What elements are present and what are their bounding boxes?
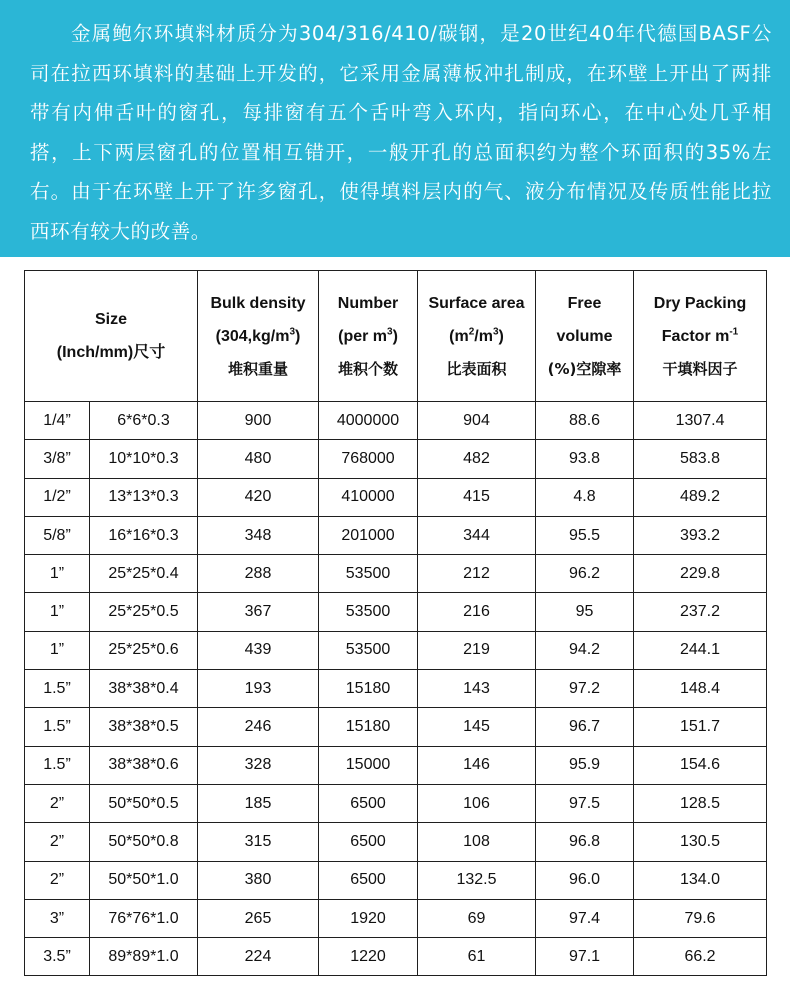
cell-mm: 50*50*1.0 — [90, 861, 198, 899]
table-row — [25, 938, 767, 976]
cell-dry: 148.4 — [634, 670, 767, 708]
cell-mm: 25*25*0.6 — [90, 631, 198, 669]
header-surface-close: ) — [498, 327, 504, 345]
table-row — [25, 670, 767, 708]
cell-dry: 151.7 — [634, 708, 767, 746]
header-size — [25, 271, 198, 402]
cell-inch: 3” — [25, 899, 90, 937]
cell-dry: 66.2 — [634, 938, 767, 976]
header-dry-line1: Dry Packing — [653, 294, 747, 312]
cell-mm: 13*13*0.3 — [90, 478, 198, 516]
cell-mm: 89*89*1.0 — [90, 938, 198, 976]
cell-free: 97.4 — [536, 899, 634, 937]
cell-surface: 216 — [418, 593, 536, 631]
header-dry-line3: 干填料因子 — [662, 359, 738, 378]
cell-dry: 1307.4 — [634, 402, 767, 440]
cell-mm: 25*25*0.5 — [90, 593, 198, 631]
header-surface-line3: 比表面积 — [446, 359, 507, 378]
cell-dry: 583.8 — [634, 440, 767, 478]
cell-bulk: 348 — [198, 516, 319, 554]
header-bulk-line2 — [198, 320, 318, 353]
cell-free: 96.8 — [536, 823, 634, 861]
cell-bulk: 900 — [198, 402, 319, 440]
cell-surface: 212 — [418, 555, 536, 593]
cell-bulk: 193 — [198, 670, 319, 708]
cell-free: 96.2 — [536, 555, 634, 593]
cell-inch: 3.5” — [25, 938, 90, 976]
cell-number: 6500 — [319, 823, 418, 861]
cell-bulk: 367 — [198, 593, 319, 631]
cell-bulk: 224 — [198, 938, 319, 976]
cell-bulk: 420 — [198, 478, 319, 516]
cell-surface: 415 — [418, 478, 536, 516]
header-free-volume — [536, 271, 634, 402]
cell-bulk: 185 — [198, 784, 319, 822]
cell-surface: 219 — [418, 631, 536, 669]
header-row — [25, 271, 767, 402]
header-number-sup: 3 — [387, 326, 393, 338]
cell-mm: 16*16*0.3 — [90, 516, 198, 554]
table-row — [25, 708, 767, 746]
cell-bulk: 480 — [198, 440, 319, 478]
cell-mm: 6*6*0.3 — [90, 402, 198, 440]
cell-free: 97.2 — [536, 670, 634, 708]
cell-free: 88.6 — [536, 402, 634, 440]
cell-surface: 145 — [418, 708, 536, 746]
cell-surface: 143 — [418, 670, 536, 708]
cell-free: 4.8 — [536, 478, 634, 516]
cell-inch: 1.5” — [25, 708, 90, 746]
cell-surface: 132.5 — [418, 861, 536, 899]
cell-mm: 50*50*0.5 — [90, 784, 198, 822]
cell-bulk: 265 — [198, 899, 319, 937]
header-dry-sup: -1 — [729, 326, 739, 338]
header-surface-sup2: 3 — [492, 326, 499, 338]
cell-dry: 154.6 — [634, 746, 767, 784]
header-free-line1: Free — [567, 294, 602, 312]
cell-mm: 38*38*0.6 — [90, 746, 198, 784]
table-row — [25, 440, 767, 478]
cell-inch: 1” — [25, 555, 90, 593]
cell-surface: 904 — [418, 402, 536, 440]
cell-free: 95.9 — [536, 746, 634, 784]
cell-bulk: 328 — [198, 746, 319, 784]
cell-inch: 2” — [25, 823, 90, 861]
cell-bulk: 380 — [198, 861, 319, 899]
cell-free: 95 — [536, 593, 634, 631]
header-free-line2: volume — [556, 327, 613, 345]
cell-number: 15000 — [319, 746, 418, 784]
cell-inch: 1/4” — [25, 402, 90, 440]
table-row — [25, 555, 767, 593]
table-row — [25, 593, 767, 631]
header-size-line2: (Inch/mm)尺寸 — [56, 344, 166, 361]
cell-inch: 1.5” — [25, 746, 90, 784]
cell-free: 96.0 — [536, 861, 634, 899]
cell-surface: 106 — [418, 784, 536, 822]
header-surface-unit-a: (m — [449, 327, 469, 345]
cell-surface: 344 — [418, 516, 536, 554]
cell-free: 97.5 — [536, 784, 634, 822]
cell-dry: 134.0 — [634, 861, 767, 899]
intro-paragraph: 金属鲍尔环填料材质分为304/316/410/碳钢，是20世纪40年代德国BASF公司在拉西环填料的基础上开发的，它采用金属薄板冲扎制成，在环壁上开出了两排带有内伸舌叶的窗孔，每排窗有五个舌叶弯入环内，指向环心，在中心处几乎相搭，上下两层窗孔的位置相互错开，一般开孔的总面积约为整个环面积的35%左右。由于在环壁上开了许多窗孔，使得填料层内的气、液分布情况及传质性能比拉西环有较大的改善。 — [30, 22, 772, 243]
cell-mm: 50*50*0.8 — [90, 823, 198, 861]
cell-bulk: 315 — [198, 823, 319, 861]
header-bulk-close: ) — [295, 327, 301, 345]
table-row — [25, 784, 767, 822]
cell-bulk: 439 — [198, 631, 319, 669]
cell-dry: 489.2 — [634, 478, 767, 516]
cell-inch: 1” — [25, 631, 90, 669]
header-dry-unit: Factor m — [661, 327, 730, 345]
cell-free: 95.5 — [536, 516, 634, 554]
cell-dry: 393.2 — [634, 516, 767, 554]
cell-number: 15180 — [319, 708, 418, 746]
header-bulk-line3: 堆积重量 — [228, 359, 289, 378]
spec-table — [24, 270, 767, 976]
cell-mm: 25*25*0.4 — [90, 555, 198, 593]
cell-number: 201000 — [319, 516, 418, 554]
cell-number: 768000 — [319, 440, 418, 478]
header-number-line2 — [319, 320, 417, 353]
cell-dry: 130.5 — [634, 823, 767, 861]
header-bulk-line1: Bulk density — [210, 294, 306, 312]
cell-dry: 237.2 — [634, 593, 767, 631]
cell-inch: 2” — [25, 861, 90, 899]
cell-number: 53500 — [319, 593, 418, 631]
header-dry-line2 — [634, 320, 766, 353]
header-bulk-density — [198, 271, 319, 402]
cell-inch: 5/8” — [25, 516, 90, 554]
cell-dry: 229.8 — [634, 555, 767, 593]
header-free-line3: (%)空隙率 — [547, 359, 622, 378]
cell-bulk: 288 — [198, 555, 319, 593]
cell-free: 96.7 — [536, 708, 634, 746]
cell-dry: 244.1 — [634, 631, 767, 669]
header-surface-unit-b: /m — [474, 327, 493, 345]
cell-number: 15180 — [319, 670, 418, 708]
header-number-unit: (per m — [338, 327, 388, 345]
table-row — [25, 516, 767, 554]
table-row — [25, 402, 767, 440]
cell-number: 53500 — [319, 555, 418, 593]
cell-mm: 38*38*0.5 — [90, 708, 198, 746]
cell-inch: 1” — [25, 593, 90, 631]
cell-mm: 38*38*0.4 — [90, 670, 198, 708]
cell-number: 6500 — [319, 784, 418, 822]
cell-surface: 69 — [418, 899, 536, 937]
cell-inch: 3/8” — [25, 440, 90, 478]
cell-bulk: 246 — [198, 708, 319, 746]
cell-surface: 61 — [418, 938, 536, 976]
cell-number: 6500 — [319, 861, 418, 899]
cell-surface: 108 — [418, 823, 536, 861]
header-surface-line1: Surface area — [428, 294, 525, 312]
cell-dry: 128.5 — [634, 784, 767, 822]
table-row — [25, 746, 767, 784]
header-surface-line2 — [418, 320, 535, 353]
cell-mm: 76*76*1.0 — [90, 899, 198, 937]
header-number-close: ) — [392, 327, 398, 345]
header-dry-packing — [634, 271, 767, 402]
table-row — [25, 823, 767, 861]
cell-number: 1220 — [319, 938, 418, 976]
table-row — [25, 861, 767, 899]
cell-inch: 1.5” — [25, 670, 90, 708]
cell-surface: 146 — [418, 746, 536, 784]
table-row — [25, 631, 767, 669]
header-size-line1: Size — [95, 311, 128, 328]
cell-free: 97.1 — [536, 938, 634, 976]
cell-number: 4000000 — [319, 402, 418, 440]
cell-mm: 10*10*0.3 — [90, 440, 198, 478]
header-number-line3: 堆积个数 — [338, 359, 399, 378]
cell-number: 410000 — [319, 478, 418, 516]
table-row — [25, 899, 767, 937]
header-surface-area — [418, 271, 536, 402]
header-number-line1: Number — [337, 294, 399, 312]
intro-banner — [0, 0, 790, 257]
header-bulk-unit: (304,kg/m — [215, 327, 290, 345]
table-row — [25, 478, 767, 516]
header-surface-sup1: 2 — [468, 326, 475, 338]
cell-free: 94.2 — [536, 631, 634, 669]
header-number — [319, 271, 418, 402]
cell-inch: 2” — [25, 784, 90, 822]
cell-surface: 482 — [418, 440, 536, 478]
header-bulk-sup: 3 — [289, 326, 296, 338]
cell-free: 93.8 — [536, 440, 634, 478]
cell-number: 53500 — [319, 631, 418, 669]
cell-number: 1920 — [319, 899, 418, 937]
cell-dry: 79.6 — [634, 899, 767, 937]
cell-inch: 1/2” — [25, 478, 90, 516]
